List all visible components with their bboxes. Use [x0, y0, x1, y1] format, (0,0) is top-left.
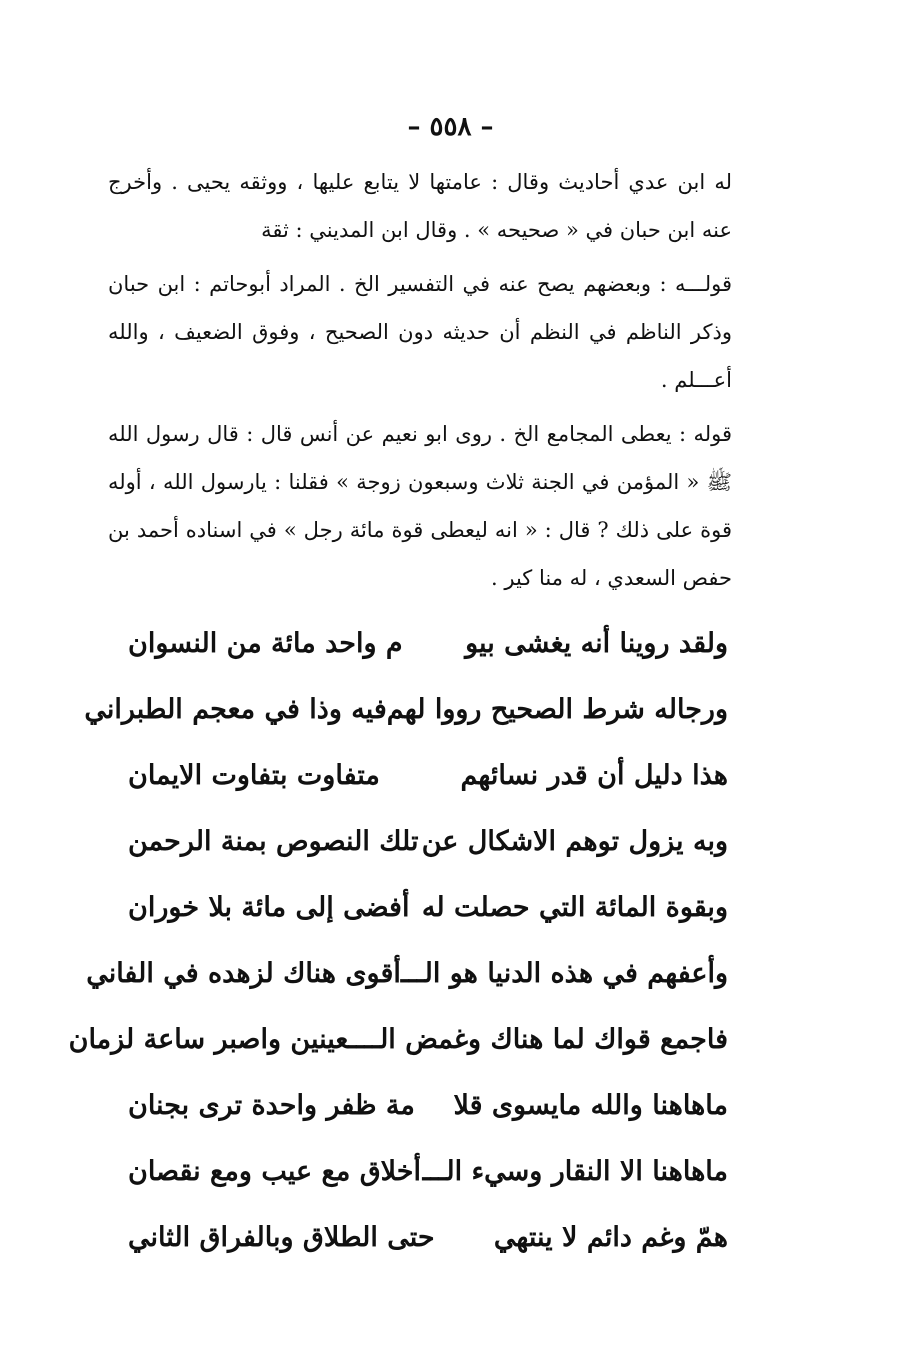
verse-second-hemistich: أقوى هناك لزهده في الفاني: [86, 957, 401, 989]
poem-verses: [68, 610, 728, 1270]
verse-first-hemistich: وبه يزول توهم الاشكال عن: [421, 825, 728, 857]
verse-first-hemistich: هذا دليل أن قدر نسائهم: [460, 759, 728, 791]
verse-first-hemistich: وبقوة المائة التي حصلت له: [421, 891, 728, 923]
footnote-text: له ابن عدي أحاديث وقال : عامتها لا يتابع عليها ، ووثقه يحيى . وأخرج عنه ابن حبان في « صحيحه » . وقال ابن المديني : ثقة: [108, 170, 732, 242]
verse-line: [128, 1204, 728, 1270]
verse-line: [68, 1006, 728, 1072]
verse-second-hemistich: تلك النصوص بمنة الرحمن: [128, 825, 419, 857]
footnote-paragraph-3: [108, 410, 732, 602]
verse-line: [128, 874, 728, 940]
footnote-text: قوله : يعطى المجامع الخ . روى ابو نعيم عن أنس قال : قال رسول الله ﷺ « المؤمن في الجنة ثلاث وسبعون زوجة » فقلنا : يارسول الله ، أوله قوة على ذلك ? قال : « انه ليعطى قوة مائة رجل » في اسناده أحمد بن حفص السعدي ، له منا كير .: [108, 422, 732, 590]
verse-line: [128, 610, 728, 676]
verse-first-hemistich: فاجمع قواك لما هناك وغمض الـــ: [356, 1023, 728, 1055]
verse-second-hemistich: أخلاق مع عيب ومع نقصان: [128, 1155, 421, 1187]
verse-second-hemistich: مة ظفر واحدة ترى بجنان: [128, 1089, 415, 1121]
verse-line: [128, 1072, 728, 1138]
footnote-paragraph-1: [108, 158, 732, 254]
verse-first-hemistich: همّ وغم دائم لا ينتهي: [493, 1221, 728, 1253]
footnote-paragraph-2: [108, 260, 732, 404]
verse-first-hemistich: وأعفهم في هذه الدنيا هو الـــ: [400, 957, 728, 989]
verse-line: [128, 1138, 728, 1204]
verse-first-hemistich: ماهاهنا الا النقار وسيء الـــ: [422, 1155, 728, 1187]
verse-first-hemistich: ورجاله شرط الصحيح رووا لهم: [386, 693, 728, 725]
verse-line: [128, 808, 728, 874]
verse-second-hemistich: متفاوت بتفاوت الايمان: [128, 759, 380, 791]
verse-second-hemistich: أفضى إلى مائة بلا خوران: [128, 891, 410, 923]
verse-first-hemistich: ماهاهنا والله مايسوى قلا: [453, 1089, 728, 1121]
verse-second-hemistich: حتى الطلاق وبالفراق الثاني: [128, 1221, 435, 1253]
verse-second-hemistich: ـعينين واصبر ساعة لزمان: [68, 1023, 357, 1055]
verse-line: [86, 940, 728, 1006]
footnote-text: قولـــه : وبعضهم يصح عنه في التفسير الخ . المراد أبوحاتم : ابن حبان وذكر الناظم في النظم أن حديثه دون الصحيح ، وفوق الضعيف ، والله أعـــلم .: [108, 272, 732, 392]
verse-line: [128, 742, 728, 808]
page-number: – ٥٥٨ –: [407, 112, 494, 142]
verse-line: [84, 676, 728, 742]
verse-second-hemistich: فيه وذا في معجم الطبراني: [84, 693, 387, 725]
verse-second-hemistich: م واحد مائة من النسوان: [128, 627, 403, 659]
verse-first-hemistich: ولقد روينا أنه يغشى بيو: [465, 627, 728, 659]
